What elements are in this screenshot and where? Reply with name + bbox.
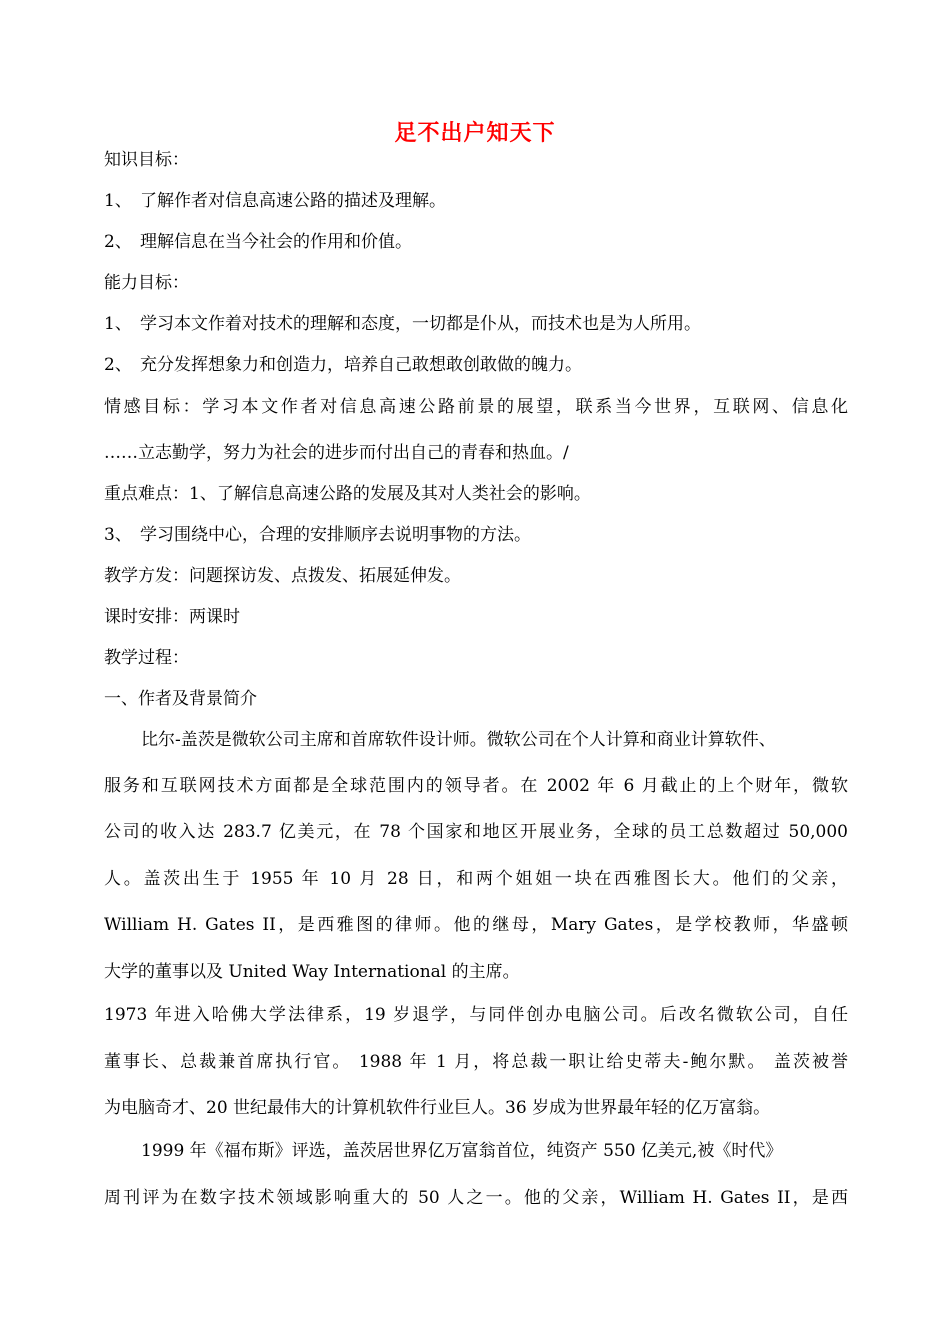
list-number: 2、: [104, 355, 132, 375]
paragraph-line: 大学的董事以及 United Way International 的主席。: [104, 962, 520, 982]
key-points-line: 重点难点：1、了解信息高速公路的发展及其对人类社会的影响。: [104, 484, 591, 504]
section-heading: 一、作者及背景简介: [104, 689, 257, 709]
paragraph-line: 服务和互联网技术方面都是全球范围内的领导者。在 2002 年 6 月截止的上个财年，微软: [104, 776, 848, 796]
paragraph-line: 公司的收入达 283.7 亿美元，在 78 个国家和地区开展业务，全球的员工总数超过 50,000: [104, 822, 848, 842]
list-number: 1、: [104, 314, 132, 334]
document-title: 足不出户知天下: [394, 121, 556, 146]
list-number: 1、: [104, 191, 132, 211]
paragraph-line: William H. Gates II，是西雅图的律师。他的继母，Mary Gates，是学校教师，华盛顿: [104, 915, 848, 935]
list-text: 充分发挥想象力和创造力，培养自己敢想敢创敢做的魄力。: [140, 355, 582, 375]
paragraph-line: 董事长、总裁兼首席执行官。 1988 年 1 月，将总裁一职让给史蒂夫-鲍尔默。 盖茨被誉: [104, 1052, 848, 1072]
teaching-method: 教学方发：问题探访发、点拨发、拓展延伸发。: [104, 566, 461, 586]
knowledge-goal-item: [104, 230, 412, 254]
teaching-process-heading: 教学过程：: [104, 648, 189, 668]
paragraph-line: 比尔-盖茨是微软公司主席和首席软件设计师。微软公司在个人计算和商业计算软件、: [141, 730, 776, 750]
list-text: 了解作者对信息高速公路的描述及理解。: [140, 191, 446, 211]
paragraph-line: 人。盖茨出生于 1955 年 10 月 28 日，和两个姐姐一块在西雅图长大。他们的父亲，: [104, 869, 848, 889]
knowledge-goals-heading: 知识目标：: [104, 150, 189, 170]
ability-goal-item: [104, 353, 582, 377]
list-text: 学习围绕中心，合理的安排顺序去说明事物的方法。: [140, 525, 531, 545]
emotion-goal-line: 情感目标：学习本文作者对信息高速公路前景的展望，联系当今世界，互联网、信息化: [104, 397, 848, 417]
knowledge-goal-item: [104, 189, 446, 213]
list-number: 3、: [104, 525, 132, 545]
class-schedule: 课时安排：两课时: [104, 607, 240, 627]
list-text: 理解信息在当今社会的作用和价值。: [140, 232, 412, 252]
paragraph-line: 1973 年进入哈佛大学法律系，19 岁退学，与同伴创办电脑公司。后改名微软公司，自任: [104, 1005, 848, 1025]
emotion-goal-line: ……立志勤学，努力为社会的进步而付出自己的青春和热血。/: [104, 443, 569, 463]
ability-goal-item: [104, 312, 701, 336]
paragraph-line: 1999 年《福布斯》评选，盖茨居世界亿万富翁首位，纯资产 550 亿美元,被《时代》: [141, 1141, 783, 1161]
ability-goals-heading: 能力目标：: [104, 273, 189, 293]
list-text: 学习本文作着对技术的理解和态度，一切都是仆从，而技术也是为人所用。: [140, 314, 701, 334]
paragraph-line: 为电脑奇才、20 世纪最伟大的计算机软件行业巨人。36 岁成为世界最年轻的亿万富翁。: [104, 1098, 771, 1118]
list-number: 2、: [104, 232, 132, 252]
key-point-item: [104, 523, 531, 547]
paragraph-line: 周刊评为在数字技术领域影响重大的 50 人之一。他的父亲，William H. Gates II，是西: [104, 1188, 848, 1208]
